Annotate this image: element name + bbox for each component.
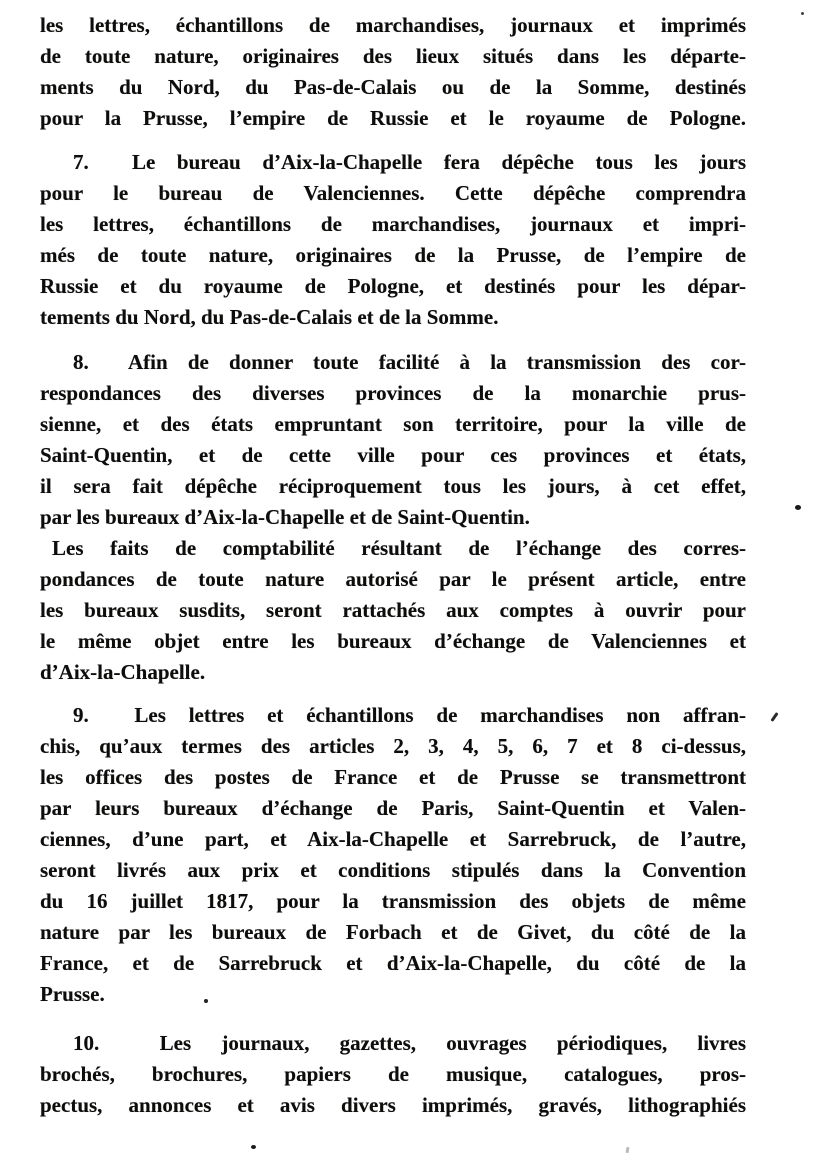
text-line: pondances de toute nature autorisé par le présent article, entre <box>40 567 746 591</box>
scan-speck <box>204 999 208 1003</box>
paragraph-article-8-accounting <box>40 533 746 688</box>
text-line: sienne, et des états empruntant son territoire, pour la ville de <box>40 412 746 436</box>
text-line: ciennes, d’une part, et Aix-la-Chapelle et Sarrebruck, de l’autre, <box>40 827 746 851</box>
scan-speck <box>626 1147 630 1153</box>
text-line: les lettres, échantillons de marchandises, journaux et impri- <box>40 212 746 236</box>
text-line: d’Aix-la-Chapelle. <box>40 660 206 684</box>
text-line: tements du Nord, du Pas-de-Calais et de la Somme. <box>40 305 499 329</box>
text-line: pectus, annonces et avis divers imprimés, gravés, lithographiés <box>40 1093 746 1117</box>
paragraph-article-10 <box>40 1028 746 1121</box>
text-line: Saint-Quentin, et de cette ville pour ces provinces et états, <box>40 443 746 467</box>
text-line: Les faits de comptabilité résultant de l’échange des corres- <box>52 536 746 560</box>
paragraph-continuation <box>40 10 746 134</box>
text-line: chis, qu’aux termes des articles 2, 3, 4, 5, 6, 7 et 8 ci-dessus, <box>40 734 746 758</box>
text-line: nature par les bureaux de Forbach et de Givet, du côté de la <box>40 920 746 944</box>
text-line: més de toute nature, originaires de la Prusse, de l’empire de <box>40 243 746 267</box>
text-line: 10. Les journaux, gazettes, ouvrages périodiques, livres <box>73 1031 746 1055</box>
scan-speck <box>795 505 801 510</box>
text-line: de toute nature, originaires des lieux situés dans les départe- <box>40 44 746 68</box>
text-line: ments du Nord, du Pas-de-Calais ou de la Somme, destinés <box>40 75 746 99</box>
text-line: le même objet entre les bureaux d’échange de Valenciennes et <box>40 629 746 653</box>
text-line: Russie et du royaume de Pologne, et destinés pour les dépar- <box>40 274 746 298</box>
text-line: 8. Afin de donner toute facilité à la transmission des cor- <box>73 350 746 374</box>
page-text <box>40 10 746 1121</box>
paragraph-article-7 <box>40 147 746 333</box>
text-line: France, et de Sarrebruck et d’Aix-la-Chapelle, du côté de la <box>40 951 746 975</box>
scan-speck <box>770 712 778 722</box>
text-line: pour le bureau de Valenciennes. Cette dépêche comprendra <box>40 181 746 205</box>
paragraph-article-8 <box>40 347 746 533</box>
text-line: 7. Le bureau d’Aix-la-Chapelle fera dépêche tous les jours <box>73 150 746 174</box>
text-line: du 16 juillet 1817, pour la transmission des objets de même <box>40 889 746 913</box>
text-line: brochés, brochures, papiers de musique, catalogues, pros- <box>40 1062 746 1086</box>
text-line: les offices des postes de France et de Prusse se transmettront <box>40 765 746 789</box>
text-line: Prusse. <box>40 982 105 1006</box>
text-line: il sera fait dépêche réciproquement tous les jours, à cet effet, <box>40 474 746 498</box>
text-line: par leurs bureaux d’échange de Paris, Saint-Quentin et Valen- <box>40 796 746 820</box>
text-line: les bureaux susdits, seront rattachés aux comptes à ouvrir pour <box>40 598 746 622</box>
paragraph-article-9 <box>40 700 746 1010</box>
scan-speck <box>251 1145 256 1149</box>
text-line: pour la Prusse, l’empire de Russie et le royaume de Pologne. <box>40 106 746 130</box>
text-line: respondances des diverses provinces de la monarchie prus- <box>40 381 746 405</box>
text-line: 9. Les lettres et échantillons de marchandises non affran- <box>73 703 746 727</box>
text-line: seront livrés aux prix et conditions stipulés dans la Convention <box>40 858 746 882</box>
text-line: par les bureaux d’Aix-la-Chapelle et de Saint-Quentin. <box>40 505 530 529</box>
text-line: les lettres, échantillons de marchandises, journaux et imprimés <box>40 13 746 37</box>
scan-speck <box>801 12 804 15</box>
